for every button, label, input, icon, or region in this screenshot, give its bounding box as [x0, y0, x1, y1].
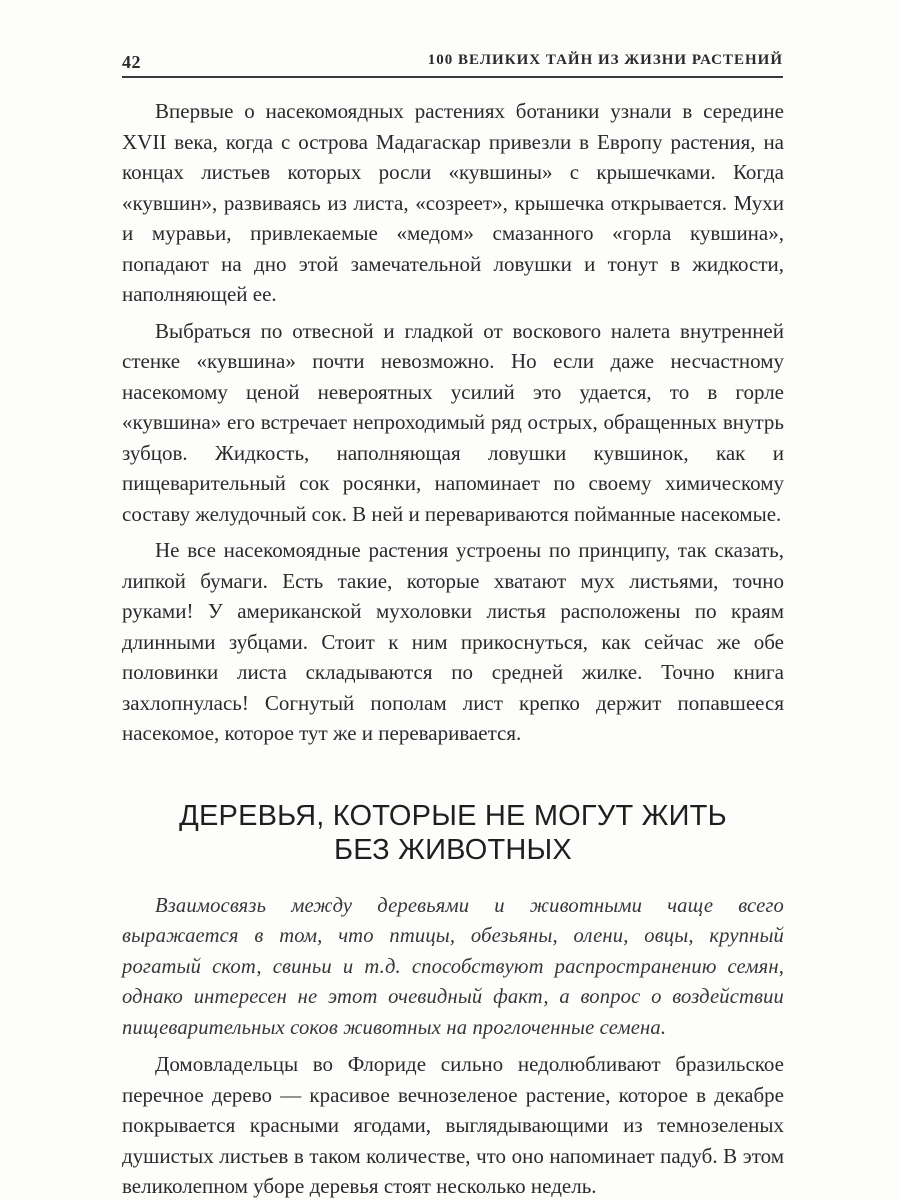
page-number: 42 — [122, 52, 141, 72]
section-lead: Взаимосвязь между деревьями и животными чаще всего выражается в том, что птицы, обезьяны, олени, овцы, крупный рогатый скот, свиньи и т.д. способствуют распространению семян, однако интересен не этот очевидный факт, а вопрос о воздействии пищеварительных соков животных на проглоченные семена. — [122, 894, 784, 1039]
section-heading-line-1: ДЕРЕВЬЯ, КОТОРЫЕ НЕ МОГУТ ЖИТЬ — [179, 799, 727, 832]
page-header — [122, 52, 783, 78]
paragraph-flytrap: Не все насекомоядные растения устроены по принципу, так сказать, липкой бумаги. Есть такие, которые хватают мух листьями, точно руками! У американской мухоловки листья расположены по краям длинными зубцами. Стоит к ним прикоснуться, как сейчас же обе половинки листа складываются по средней жилке. Точно книга захлопнулась! Согнутый пополам лист крепко держит попавшееся насекомое, которое тут же и переваривается. — [122, 538, 784, 745]
section-heading — [122, 799, 784, 867]
paragraph-pitcher-trap: Выбраться по отвесной и гладкой от воскового налета внутренней стенке «кувшина» почти невозможно. Но если даже несчастному насекомому ценой невероятных усилий это удается, то в горле «кувшина» его встречает непроходимый ряд острых, обращенных внутрь зубцов. Жидкость, наполняющая ловушки кувшинок, как и пищеварительный сок росянки, напоминает по своему химическому составу желудочный сок. В ней и перевариваются пойманные насекомые. — [122, 318, 784, 526]
section-heading-line-2: БЕЗ ЖИВОТНЫХ — [334, 833, 572, 866]
paragraph-pepper-tree: Домовладельцы во Флориде сильно недолюбливают бразильское перечное дерево — красивое вечнозеленое растение, которое в декабре покрывается красными ягодами, выглядывающими из темнозеленых душистых листьев в таком количестве, что оно напоминает падуб. В этом великолепном уборе деревья стоят несколько недель. — [122, 1052, 784, 1198]
paragraph-pitcher-plants: Впервые о насекомоядных растениях ботаники узнали в середине XVII века, когда с острова Мадагаскар привезли в Европу растения, на концах листьев которых росли «кувшины» с крышечками. Когда «кувшин», развиваясь из листа, «созреет», крышечка открывается. Мухи и муравьи, привлекаемые «медом» смазанного «горла кувшина», попадают на дно этой замечательной ловушки и тонут в жидкости, наполняющей ее. — [122, 99, 784, 306]
running-title: 100 ВЕЛИКИХ ТАЙН ИЗ ЖИЗНИ РАСТЕНИЙ — [427, 52, 783, 68]
page-body — [122, 96, 784, 1202]
